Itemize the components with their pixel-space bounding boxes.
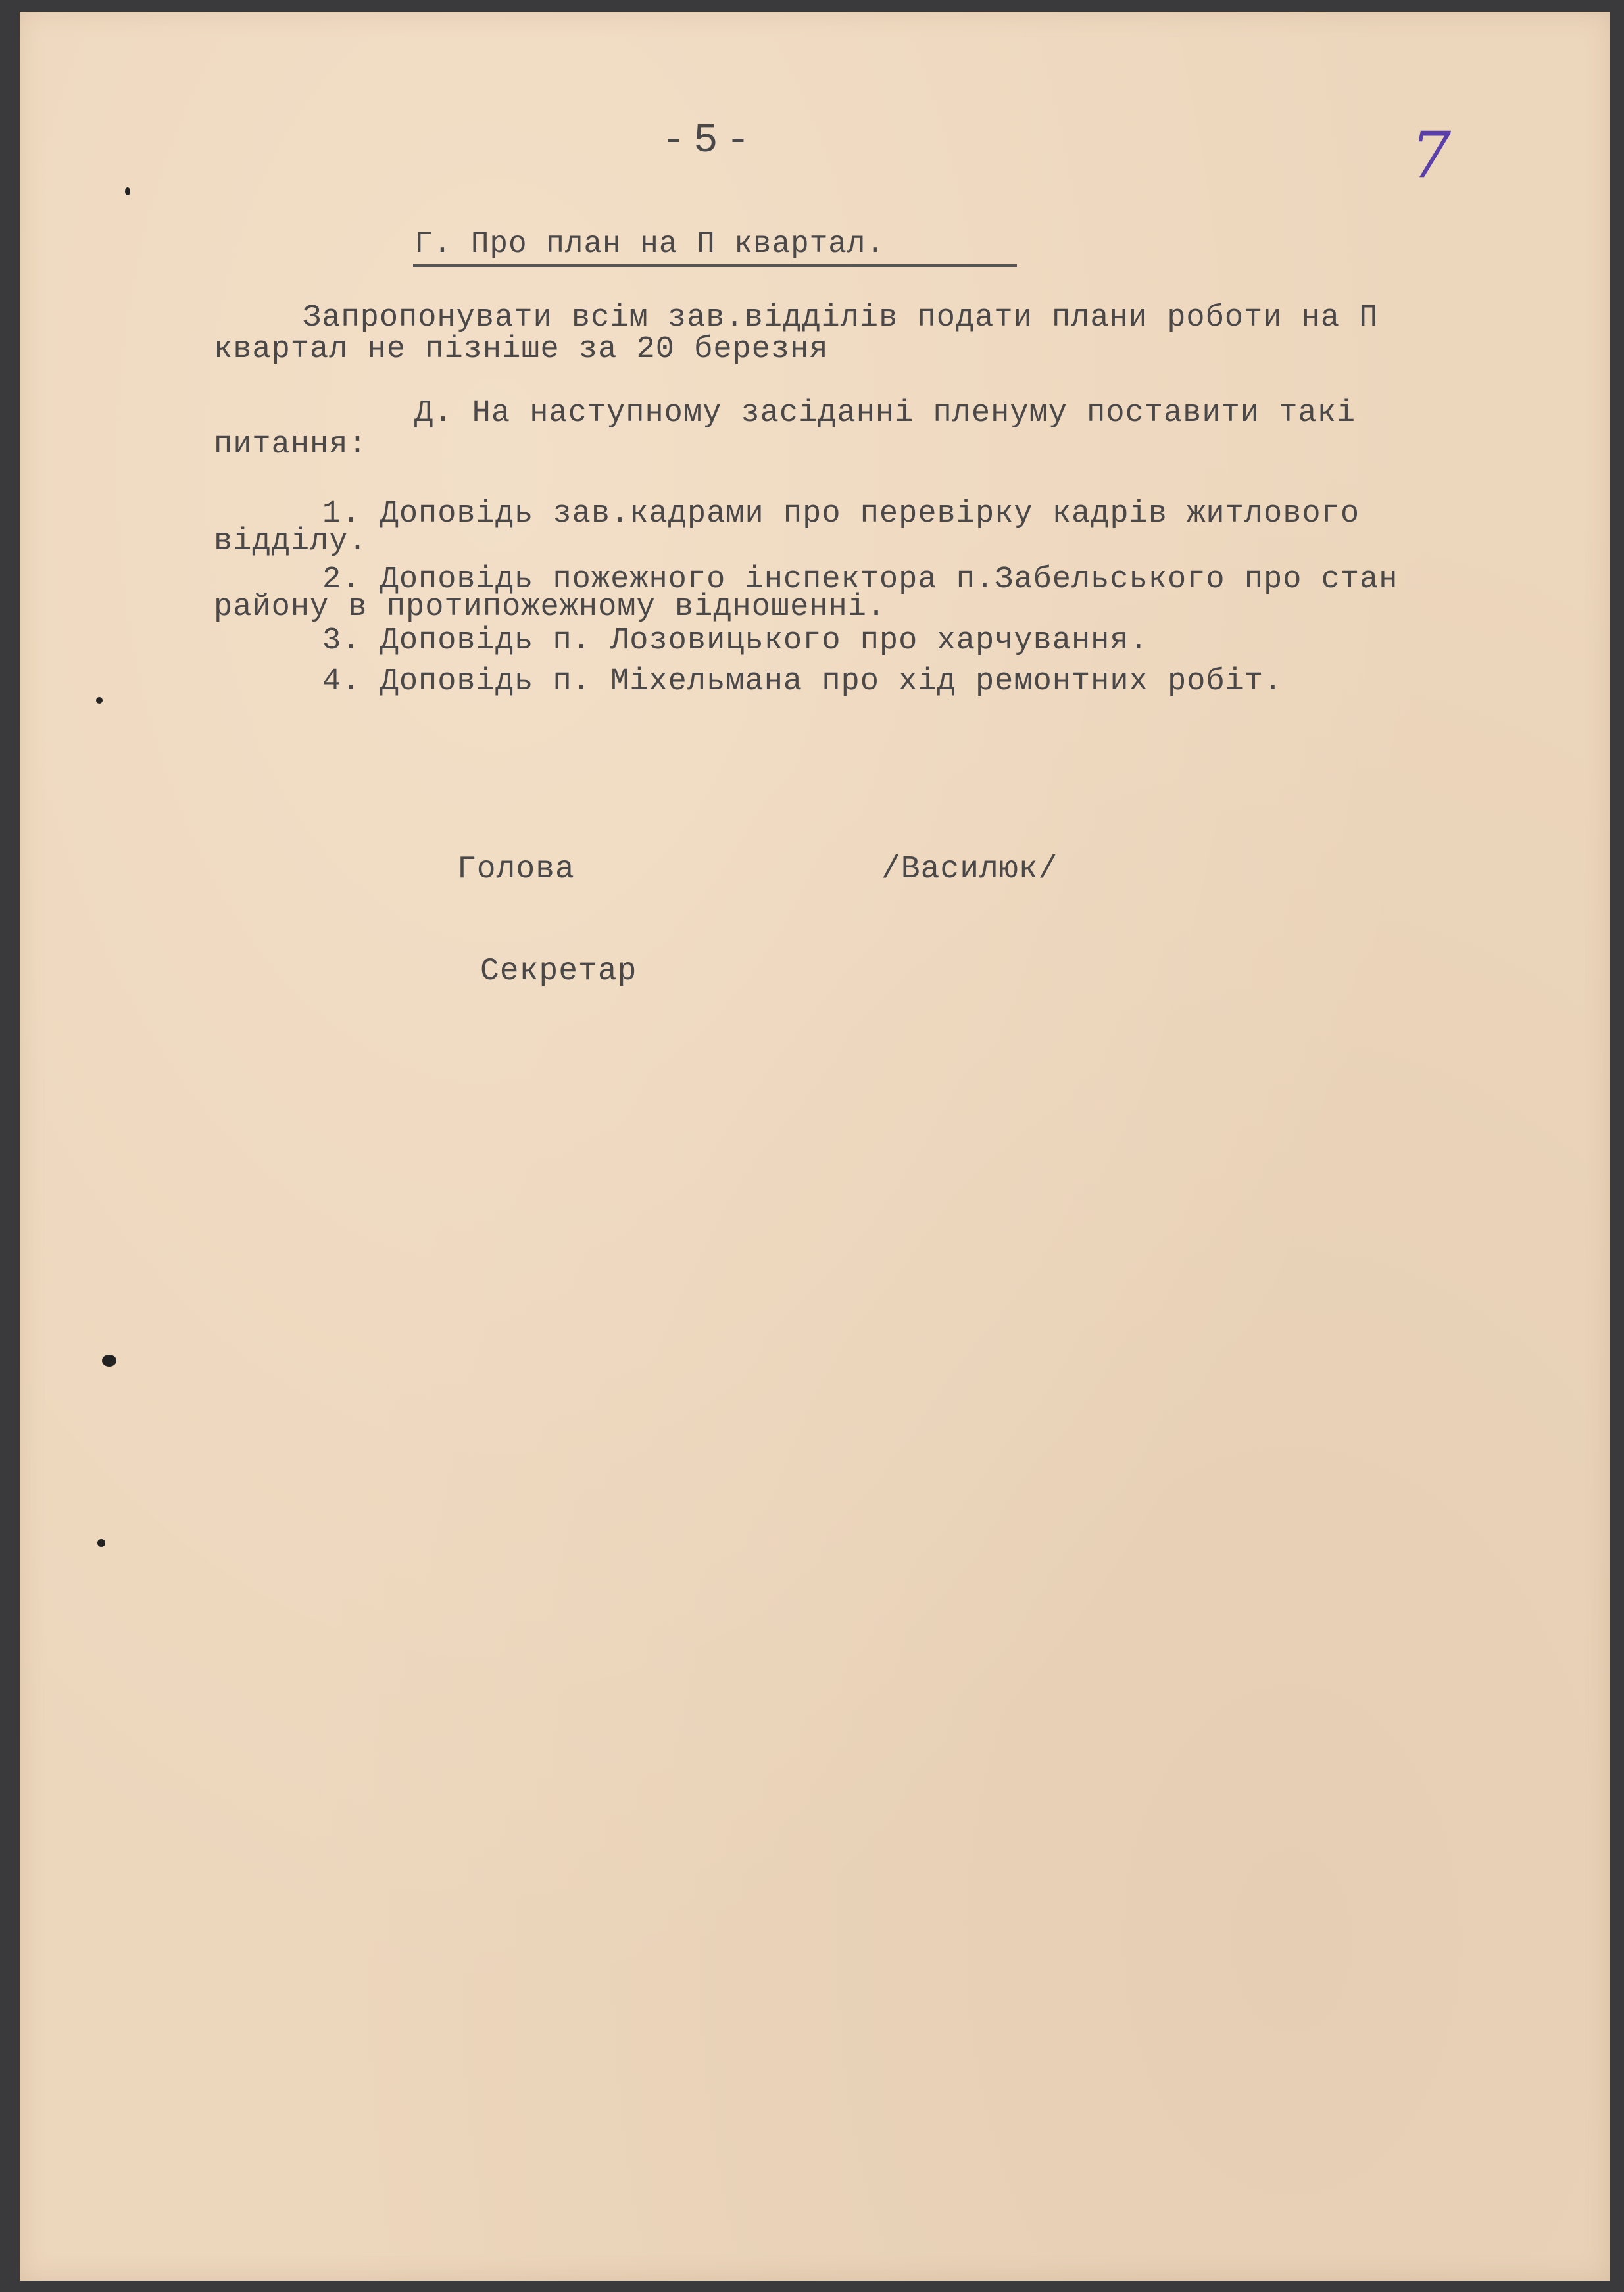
heading-underline xyxy=(413,264,1017,267)
agenda-item-1-line-1: 1. Доповідь зав.кадрами про перевірку кадрів житлового xyxy=(322,497,1360,531)
secretary-label: Секретар xyxy=(480,954,637,989)
ink-speck xyxy=(96,697,103,704)
agenda-item-2-line-2: району в протипожежному відношенні. xyxy=(214,590,887,625)
page-number: -5- xyxy=(661,117,758,164)
binding-hole-mark xyxy=(102,1355,116,1367)
agenda-item-4: 4. Доповідь п. Міхельмана про хід ремонтних робіт. xyxy=(322,664,1283,699)
chair-label: Голова xyxy=(457,852,575,887)
chair-name: /Василюк/ xyxy=(881,852,1058,887)
next-meeting-line-1: Д. На наступному засіданні пленуму поставити такі xyxy=(414,396,1356,431)
ink-speck xyxy=(125,187,130,195)
section-heading: Г. Про план на П квартал. xyxy=(414,227,885,261)
archive-folio-number: 7 xyxy=(1411,118,1452,192)
agenda-item-2-line-1: 2. Доповідь пожежного інспектора п.Забельського про стан xyxy=(322,562,1398,597)
proposal-line-1: Запропонувати всім зав.відділів подати плани роботи на П xyxy=(303,301,1379,335)
ink-speck xyxy=(97,1539,105,1547)
agenda-item-1-line-2: відділу. xyxy=(214,524,368,559)
agenda-item-3: 3. Доповідь п. Лозовицького про харчування. xyxy=(322,623,1148,658)
next-meeting-line-2: питання: xyxy=(214,427,368,462)
proposal-line-2: квартал не пізніше за 20 березня xyxy=(214,332,829,367)
